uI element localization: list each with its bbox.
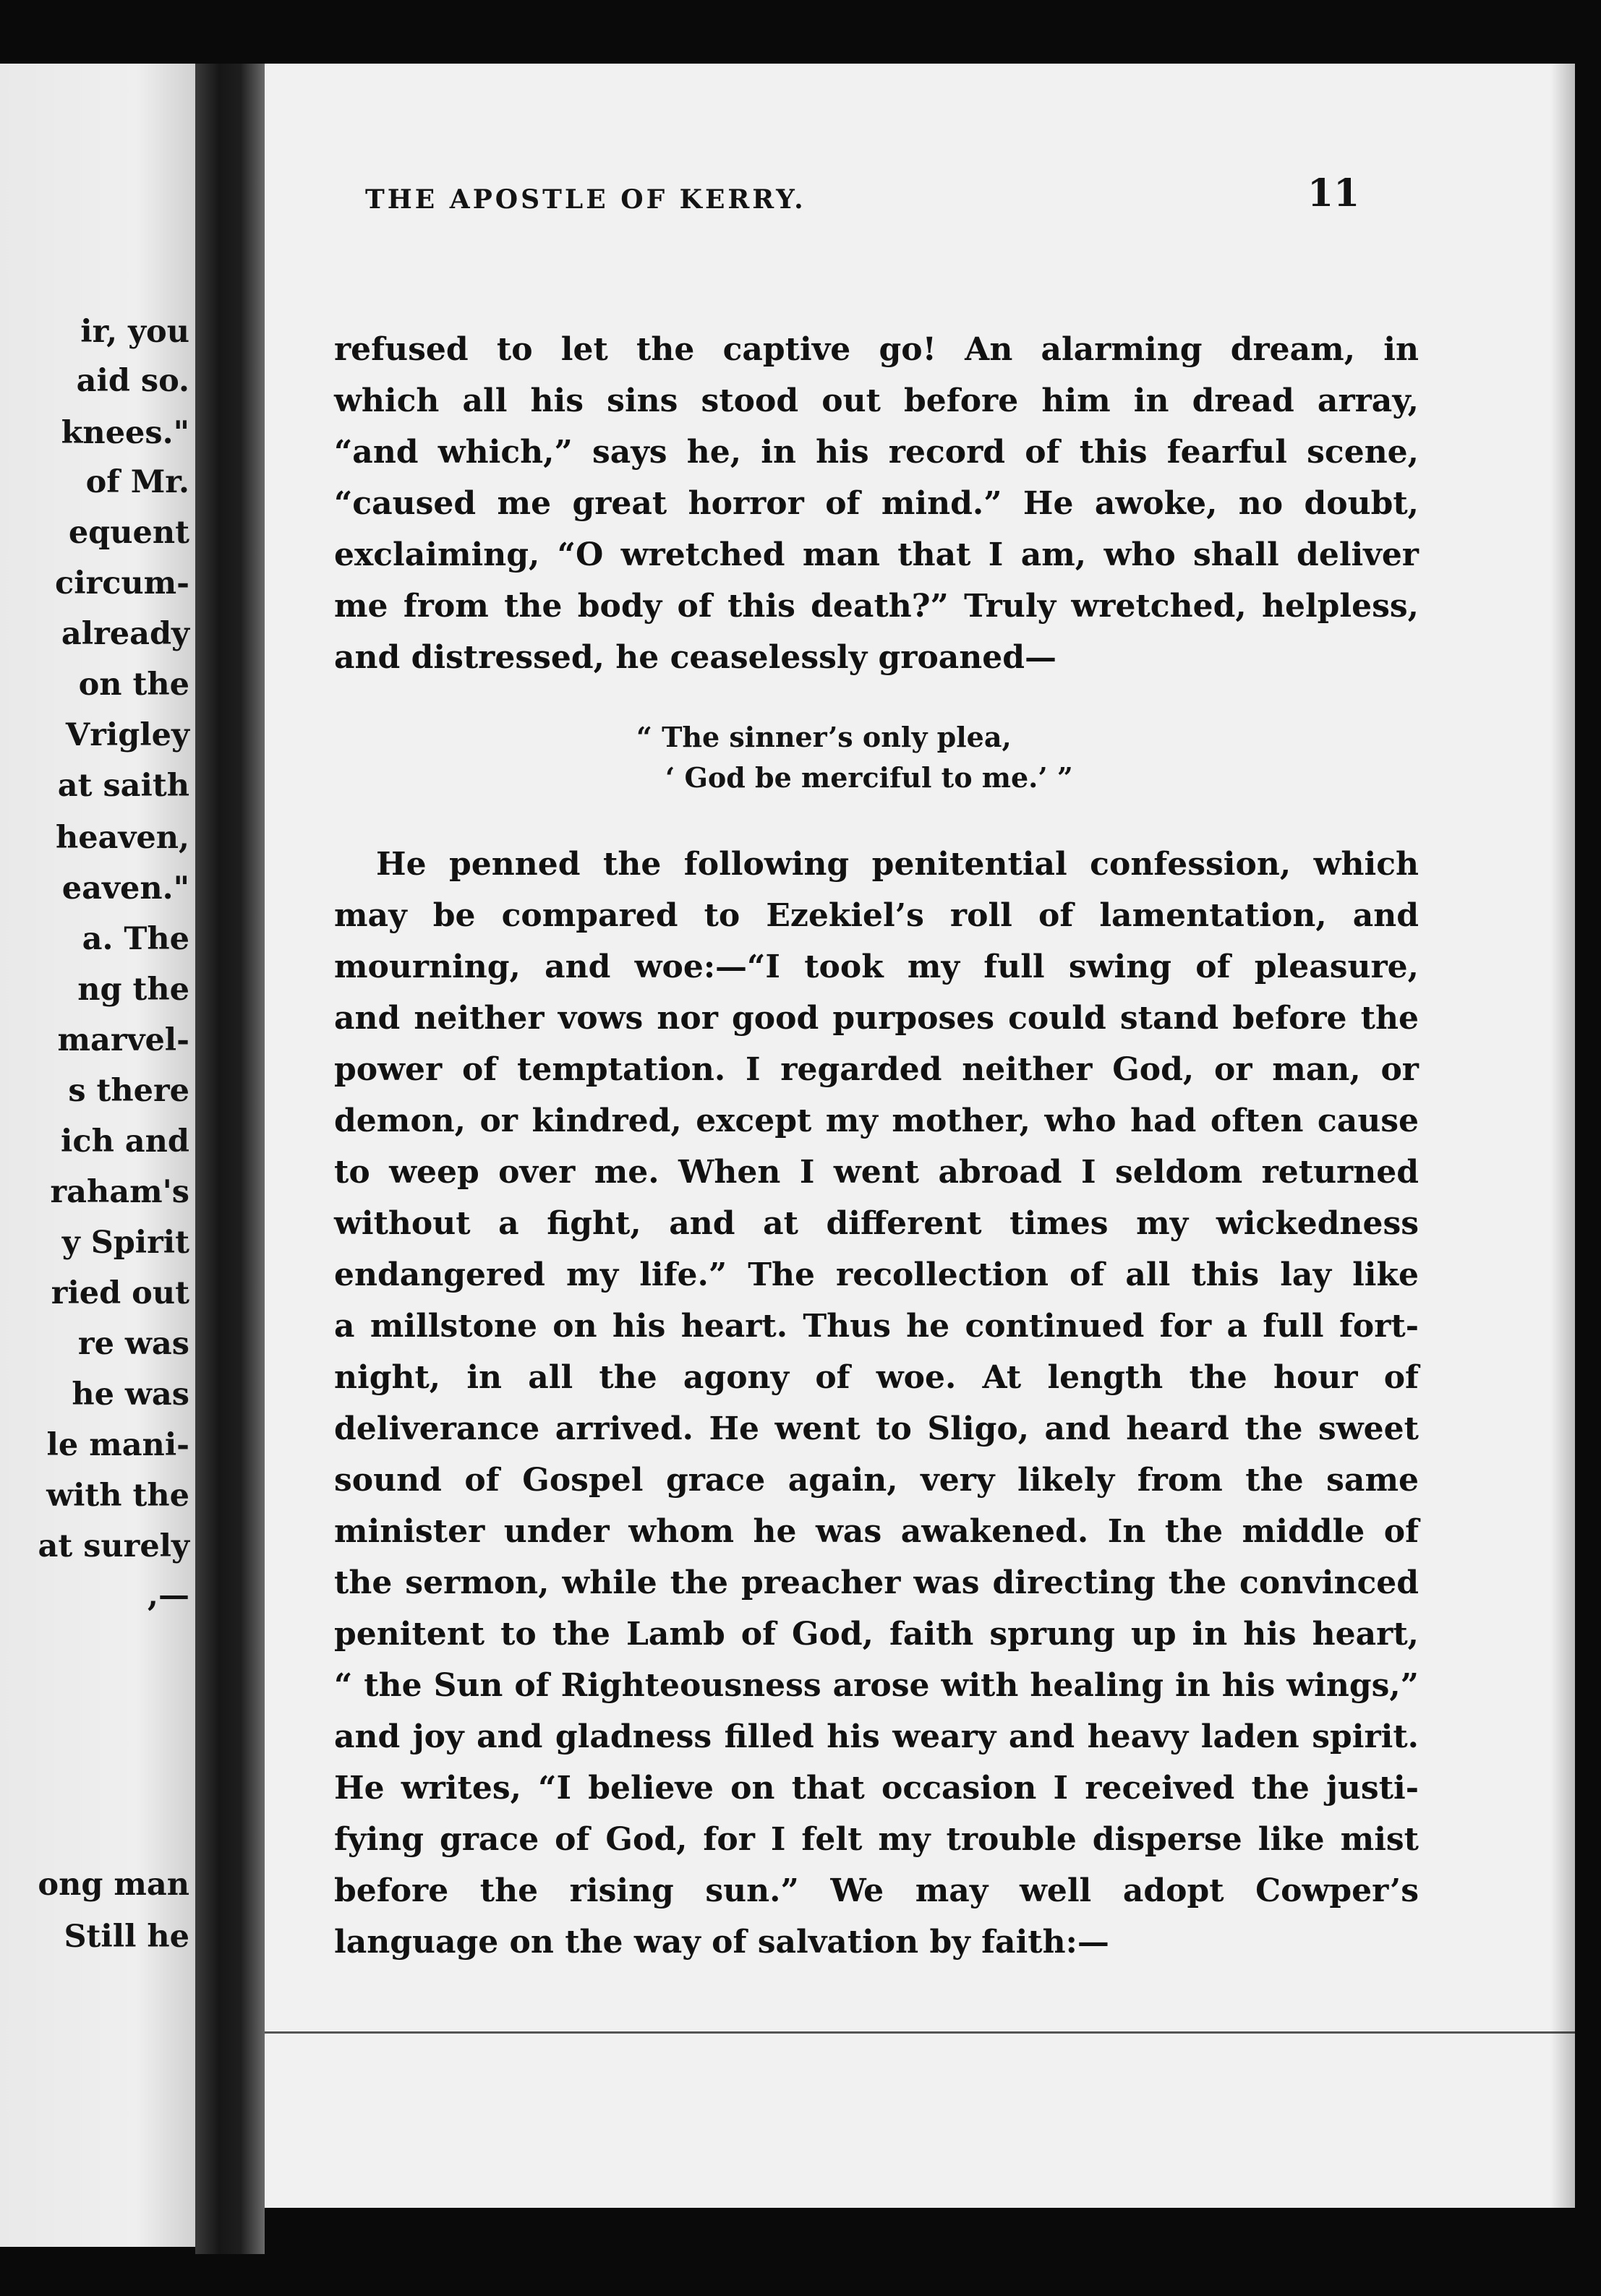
left-page-line: ng the — [77, 972, 189, 1008]
left-page-line: circum- — [55, 565, 189, 601]
left-page-line: ich and — [61, 1123, 189, 1160]
left-page-line: aid so. — [76, 363, 189, 399]
text-line: sound of Gospel grace again, very likely from the same — [334, 1462, 1419, 1499]
text-line: language on the way of salvation by faith:— — [334, 1924, 1109, 1961]
left-page-line: raham's — [50, 1174, 189, 1210]
text-line: mourning, and woe:—“I took my full swing of pleasure, — [334, 948, 1419, 985]
book-spine — [195, 64, 265, 2254]
left-page-line: ir, you — [80, 314, 189, 350]
left-page-line: at saith — [57, 768, 189, 804]
left-page-line: with the — [46, 1478, 189, 1514]
text-line: deliverance arrived. He went to Sligo, and heard the sweet — [334, 1410, 1419, 1447]
text-line: “caused me great horror of mind.” He awoke, no doubt, — [334, 485, 1419, 522]
left-page-line: eaven." — [61, 870, 189, 907]
text-line: “and which,” says he, in his record of this fearful scene, — [334, 434, 1419, 471]
text-line: to weep over me. When I went abroad I seldom returned — [334, 1154, 1419, 1191]
left-page-line: Still he — [64, 1919, 189, 1955]
left-page-line: Vrigley — [65, 717, 189, 753]
left-page-line: s there — [68, 1073, 189, 1109]
left-page-line: ong man — [38, 1867, 189, 1903]
text-line: He writes, “I believe on that occasion I received the justi- — [334, 1770, 1419, 1807]
left-page-line: ,— — [148, 1577, 189, 1614]
left-page-line: he was — [72, 1376, 189, 1413]
page-bottom-rule — [265, 2031, 1575, 2034]
text-line: without a fight, and at different times my wickedness — [334, 1205, 1419, 1242]
running-head: THE APOSTLE OF KERRY. — [365, 184, 806, 215]
left-page-line: ried out — [51, 1275, 189, 1311]
text-line: the sermon, while the preacher was directing the convinced — [334, 1564, 1419, 1601]
text-line: power of temptation. I regarded neither God, or man, or — [334, 1051, 1419, 1088]
text-line: He penned the following penitential confession, which — [376, 846, 1419, 883]
text-line: night, in all the agony of woe. At length the hour of — [334, 1359, 1419, 1396]
text-line: a millstone on his heart. Thus he continued for a full fort- — [334, 1308, 1419, 1345]
left-page-line: heaven, — [55, 820, 189, 856]
verse-line: ‘ God be merciful to me.’ ” — [665, 761, 1073, 794]
left-page-line: marvel- — [57, 1022, 189, 1058]
text-line: demon, or kindred, except my mother, who had often cause — [334, 1102, 1419, 1139]
text-line: minister under whom he was awakened. In the middle of — [334, 1513, 1419, 1550]
text-line: which all his sins stood out before him in dread array, — [334, 382, 1419, 419]
left-page-line: a. The — [82, 921, 189, 957]
text-line: penitent to the Lamb of God, faith sprung up in his heart, — [334, 1616, 1419, 1653]
left-page-line: of Mr. — [85, 464, 189, 500]
text-line: and joy and gladness filled his weary and heavy laden spirit. — [334, 1718, 1419, 1755]
left-page-line: y Spirit — [61, 1225, 189, 1261]
text-line: and distressed, he ceaselessly groaned— — [334, 639, 1057, 676]
left-page — [0, 64, 195, 2247]
text-line: “ the Sun of Righteousness arose with healing in his wings,” — [334, 1667, 1419, 1704]
left-page-line: already — [61, 616, 189, 652]
text-line: refused to let the captive go! An alarming dream, in — [334, 331, 1419, 368]
text-line: me from the body of this death?” Truly wretched, helpless, — [334, 588, 1419, 625]
verse-line: “ The sinner’s only plea, — [636, 721, 1012, 753]
text-line: may be compared to Ezekiel’s roll of lamentation, and — [334, 897, 1419, 934]
left-page-line: re was — [77, 1326, 189, 1362]
left-page-line: knees." — [61, 415, 189, 451]
text-line: fying grace of God, for I felt my trouble disperse like mist — [334, 1821, 1419, 1858]
text-line: endangered my life.” The recollection of all this lay like — [334, 1256, 1419, 1293]
left-page-line: le mani- — [46, 1427, 189, 1463]
text-line: exclaiming, “O wretched man that I am, who shall deliver — [334, 536, 1419, 573]
left-page-line: at surely — [38, 1528, 189, 1564]
text-line: and neither vows nor good purposes could stand before the — [334, 1000, 1419, 1037]
page-number: 11 — [1307, 171, 1360, 215]
left-page-line: equent — [68, 515, 189, 551]
text-line: before the rising sun.” We may well adopt Cowper’s — [334, 1872, 1419, 1909]
left-page-line: on the — [78, 667, 189, 703]
